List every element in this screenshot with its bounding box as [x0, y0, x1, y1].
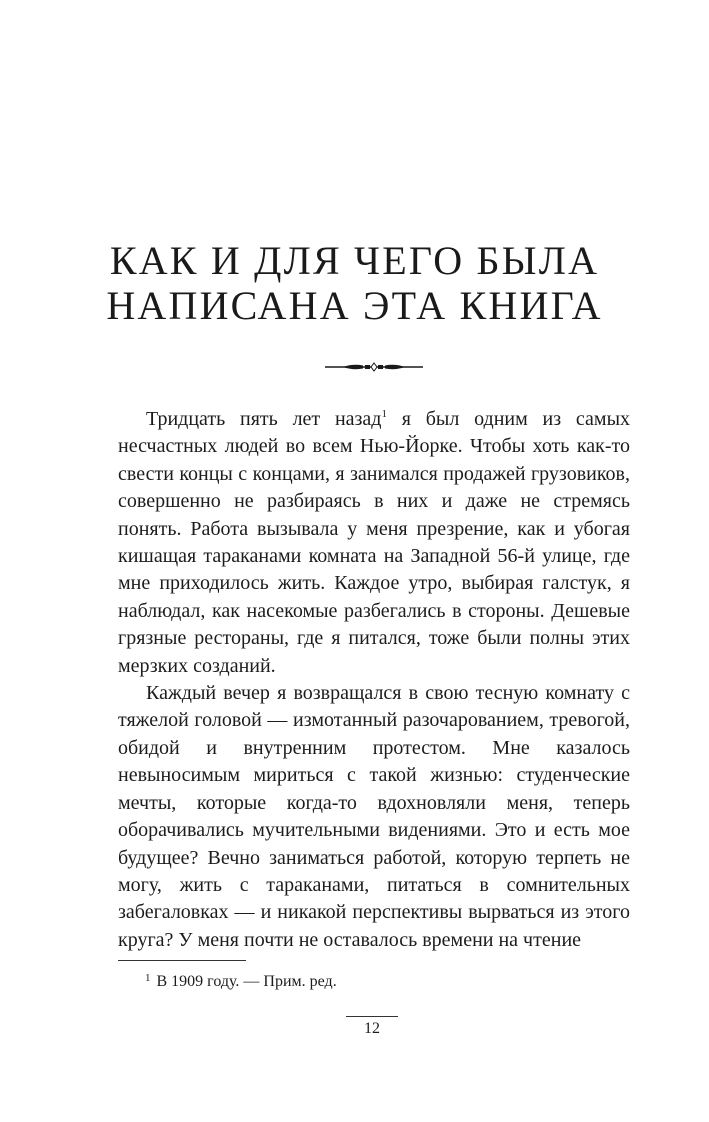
paragraph-1-start: Тридцать пять лет назад [146, 408, 382, 430]
page-number-divider [346, 1016, 398, 1017]
footnote [145, 968, 337, 992]
page-number: 12 [364, 1020, 380, 1037]
footnote-divider [118, 960, 246, 961]
paragraph-1-rest: я был одним из самых несчастных людей во всем Нью-Йорке. Чтобы хоть как-то свести концы с концами, я занимался продажей грузовиков, совершенно не разбираясь в них и даже не стремясь понять. Работа вызывала у меня презрение, как и убогая кишащая тараканами комната на Западной 56-й улице, где мне приходилось жить. Каждое утро, выбирая галстук, я наблюдал, как насекомые разбегались в стороны. Дешевые грязные рестораны, где я питался, тоже были полны этих мерзких созданий. [118, 408, 631, 677]
footnote-reference[interactable]: 1 [381, 408, 387, 420]
main-text [118, 406, 630, 954]
paragraph-2: Каждый вечер я возвращался в свою тесную комнату с тяжелой головой — измотанный разочарованием, тревогой, обидой и внутренним протестом. Мне казалось невыносимым мириться с такой жизнью: студенческие мечты, которые когда-то вдохновляли меня, теперь оборачивались мучительными видениями. Это и есть мое будущее? Вечно заниматься работой, которую терпеть не могу, жить с тараканами, питаться в сомнительных забегаловках — и никакой перспективы вырваться из этого круга? У меня почти не оставалось времени на чтение [118, 682, 630, 951]
footnote-text: В 1909 году. — Прим. ред. [156, 973, 337, 990]
chapter-title-line-2: НАПИСАНА ЭТА КНИГА [106, 283, 603, 328]
footnote-number: 1 [145, 972, 151, 984]
chapter-title-line-1: КАК И ДЛЯ ЧЕГО БЫЛА [109, 238, 600, 283]
paragraph-1 [118, 406, 630, 680]
ornament-divider-icon [325, 360, 423, 374]
